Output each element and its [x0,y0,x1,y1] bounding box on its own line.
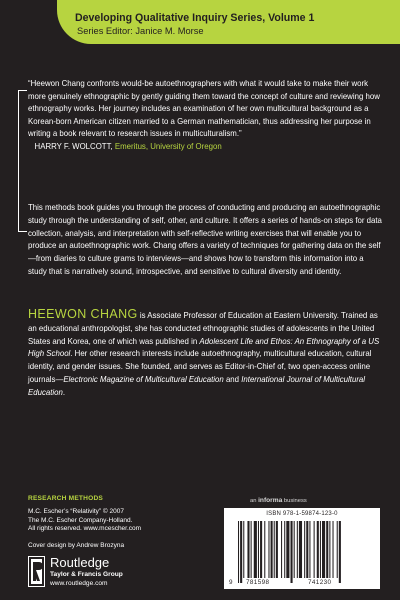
journal-title-2: International Journal of Multicultural Education [28,374,366,397]
barcode-bar [271,521,273,578]
barcode-bar [317,521,319,578]
barcode-bar [238,521,239,583]
barcode-bar [240,521,242,583]
isbn-text: ISBN 978-1-59874-123-0 [266,511,338,517]
barcode-bar [286,521,289,578]
barcode-bar [251,521,252,578]
credit-line-2: The M.C. Escher Company-Holland. [28,516,133,524]
series-title: Developing Qualitative Inquiry Series, Volume 1 [75,12,315,24]
publisher-url: www.routledge.com [50,580,108,587]
barcode-bar [274,521,275,578]
barcode-bar [320,521,321,578]
publisher-group: Taylor & Francis Group [50,571,123,578]
barcode-bar [339,521,341,583]
barcode-bar [284,521,285,578]
author-name: HEEWON CHANG [28,307,138,321]
quote-attribution-title: Emeritus, University of Oregon [114,141,222,151]
informa-suffix: business [283,498,307,504]
barcode-bar [333,521,334,578]
image-credits [28,508,218,534]
barcode-bar [337,521,338,578]
barcode-box [224,508,380,589]
quote-text: “Heewon Chang confronts would-be autoethnographers with what it would take to make their work more genuinely ethnographic by gently guiding them toward the concept of culture and reviewing how ethnography works. Her journey includes an examination of her own multicultural background as a Korean-born American citizen married to a German mathematician, thus addressing her purpose in writing a book relevant to research issues in multiculturalism.” [28,79,380,139]
barcode-bar [268,521,269,578]
barcode-bar [309,521,310,578]
publisher-block [28,555,208,591]
endorsement-quote [28,78,380,154]
author-book-title: Adolescent Life and Ethos: An Ethnography of a US High School [28,336,380,359]
barcode-bar [294,521,295,578]
barcode-bar [258,521,259,578]
journal-title-1: Electronic Magazine of Multicultural Education [63,374,224,384]
informa-prefix: an [250,498,257,504]
barcode-digit-lead: 9 [229,579,233,586]
barcode-bar [247,521,249,578]
barcode [224,508,380,589]
barcode-bar [299,521,302,578]
cover-design-credit: Cover design by Andrew Brozyna [28,542,125,549]
author-bio [28,308,383,400]
series-banner [57,0,400,44]
decorative-bracket [18,90,27,232]
informa-brand: informa [258,497,283,504]
publisher-name: Routledge [50,555,110,570]
informa-business-mark [250,497,307,504]
barcode-bar [297,521,298,578]
credit-line-3: All rights reserved. www.mcescher.com [28,525,142,533]
barcode-bar [329,521,330,578]
barcode-bar [260,521,262,578]
barcode-digits-left: 781598 [246,579,270,586]
barcode-bar [243,521,244,578]
routledge-logo-icon [28,556,45,587]
author-bio-text: is Associate Professor of Education at Eastern University. Trained as an educational anthropologist, she has conducted ethnographic studies of adolescents in the United States and Korea, one of which was published in [28,311,378,346]
barcode-bar [314,521,315,578]
barcode-bar [254,521,257,578]
barcode-bar [281,521,282,578]
barcode-bar [306,521,308,578]
barcode-bar [291,521,293,583]
author-bio-and: and [223,374,242,384]
barcode-bar [326,521,328,578]
barcode-bar [276,521,278,578]
book-description: This methods book guides you through the process of conducting and producing an autoethnographic study through the understanding of self, other, and culture. It offers a series of hands-on steps for data collection, analysis, and interpretation with self-reflective writing exercises that will enable you to produce an autoethnographic work. Chang offers a variety of techniques for gathering data on the self—from diaries to culture grams to interviews—and shows how to transform this information into a study that is narratively sound, introspective, and sensitive to cultural diversity and identity. [28,203,382,276]
author-bio-text-2: . Her other research interests include autoethnography, multicultural education, cultural identity, and gender issues. She founded, and serves as Editor-in-Chief of, two open-access online journals— [28,349,372,384]
author-bio-end: . [62,387,66,397]
barcode-bar [322,521,325,578]
barcode-digits-right: 741230 [308,579,332,586]
series-editor: Series Editor: Janice M. Morse [77,26,204,36]
subject-category: RESEARCH METHODS [28,495,104,502]
quote-attribution-name: HARRY F. WOLCOTT, [34,141,113,151]
barcode-bar [304,521,305,578]
barcode-bar [264,521,265,578]
credit-line-1: M.C. Escher’s “Relativity” © 2007 [28,508,124,515]
